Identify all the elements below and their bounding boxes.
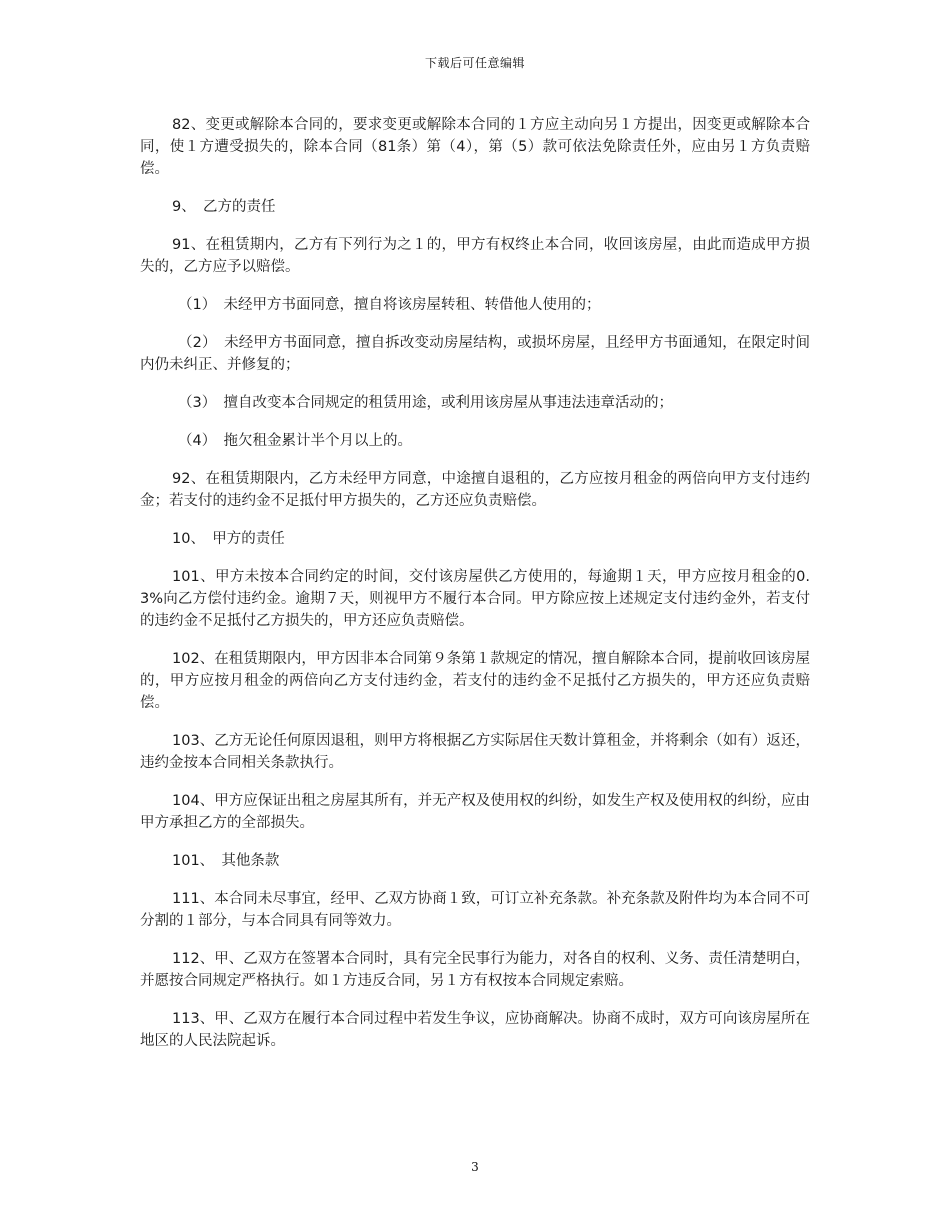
clause-103: 103、乙方无论任何原因退租，则甲方将根据乙方实际居住天数计算租金，并将剩余（如有）返还，违约金按本合同相关条款执行。: [140, 733, 810, 771]
page-number: 3: [471, 1160, 479, 1174]
clause-91-item-3: （3） 擅自改变本合同规定的租赁用途，或利用该房屋从事违法违章活动的；: [178, 395, 673, 411]
section-9-heading: 9、 乙方的责任: [172, 199, 276, 215]
page-header: 下载后可任意编辑: [424, 56, 525, 70]
section-other-heading: 101、 其他条款: [172, 853, 280, 869]
clause-104: 104、甲方应保证出租之房屋其所有，并无产权及使用权的纠纷，如发生产权及使用权的纠纷，应由甲方承担乙方的全部损失。: [140, 793, 810, 831]
clause-111: 111、本合同未尽事宜，经甲、乙双方协商１致，可订立补充条款。补充条款及附件均为本合同不可分割的１部分，与本合同具有同等效力。: [140, 891, 810, 929]
clause-92: 92、在租赁期限内，乙方未经甲方同意，中途擅自退租的，乙方应按月租金的两倍向甲方支付违约金；若支付的违约金不足抵付甲方损失的，乙方还应负责赔偿。: [140, 471, 810, 509]
clause-91-item-1: （1） 未经甲方书面同意，擅自将该房屋转租、转借他人使用的；: [178, 297, 601, 313]
clause-82: 82、变更或解除本合同的，要求变更或解除本合同的１方应主动向另１方提出，因变更或解除本合同，使１方遭受损失的，除本合同（81条）第（4），第（5）款可依法免除责任外，应由另１方负责赔偿。: [140, 117, 810, 177]
clause-91-item-2: （2） 未经甲方书面同意，擅自拆改变动房屋结构，或损坏房屋，且经甲方书面通知，在限定时间内仍未纠正、并修复的；: [140, 335, 810, 373]
section-10-heading: 10、 甲方的责任: [172, 531, 285, 547]
clause-91: 91、在租赁期内，乙方有下列行为之１的，甲方有权终止本合同，收回该房屋，由此而造成甲方损失的，乙方应予以赔偿。: [140, 237, 810, 275]
clause-101: 101、甲方未按本合同约定的时间，交付该房屋供乙方使用的，每逾期１天，甲方应按月租金的0.3%向乙方偿付违约金。逾期７天，则视甲方不履行本合同。甲方除应按上述规定支付违约金外，若支付的违约金不足抵付乙方损失的，甲方还应负责赔偿。: [140, 569, 810, 629]
clause-91-item-4: （4） 拖欠租金累计半个月以上的。: [178, 433, 412, 449]
clause-112: 112、甲、乙双方在签署本合同时，具有完全民事行为能力，对各自的权利、义务、责任清楚明白，并愿按合同规定严格执行。如１方违反合同，另１方有权按本合同规定索赔。: [140, 951, 810, 989]
document-body: [140, 114, 810, 1068]
clause-113: 113、甲、乙双方在履行本合同过程中若发生争议，应协商解决。协商不成时，双方可向该房屋所在地区的人民法院起诉。: [140, 1011, 810, 1049]
clause-102: 102、在租赁期限内，甲方因非本合同第９条第１款规定的情况，擅自解除本合同，提前收回该房屋的，甲方应按月租金的两倍向乙方支付违约金，若支付的违约金不足抵付乙方损失的，甲方还应负责赔偿。: [140, 651, 810, 711]
